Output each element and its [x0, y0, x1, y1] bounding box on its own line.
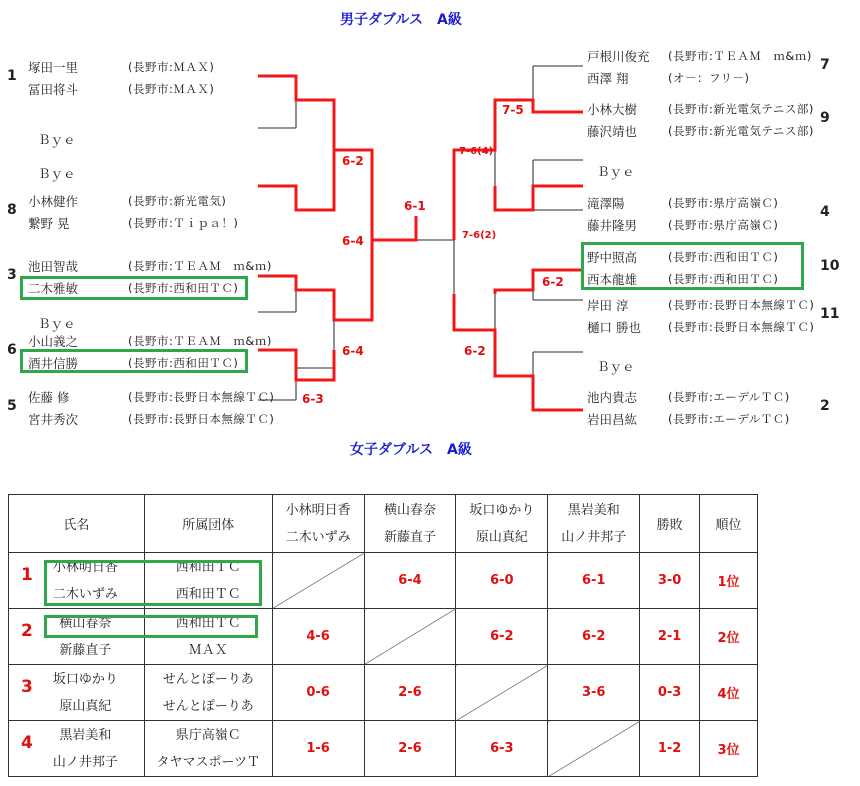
player-name: 酒井信勝 [28, 356, 79, 371]
score-label: 7-6(4) [459, 146, 494, 157]
club-name: せんとぽーりあ [162, 671, 254, 687]
match-result: 2-6 [364, 665, 456, 721]
seed-number: 4 [820, 204, 830, 220]
score-label: 6-2 [342, 154, 364, 168]
score-label: 6-2 [464, 344, 486, 358]
team-names [9, 665, 145, 721]
player-name: 滝澤陽 [587, 196, 625, 211]
player-club: (長野市:西和田ＴＣ) [668, 250, 779, 264]
win-loss: 1-2 [640, 721, 700, 777]
team-names [9, 721, 145, 777]
table-header-row [9, 495, 758, 553]
player-name: 繋野 晃 [28, 216, 70, 231]
player-name: 池田智哉 [28, 259, 79, 274]
score-label: 6-2 [542, 275, 564, 289]
score-label: 7-6(2) [462, 230, 497, 241]
match-result: 6-2 [456, 609, 548, 665]
match-result: 1-6 [272, 721, 364, 777]
player-club: (長野市:西和田ＴＣ) [128, 281, 239, 295]
seed-number: 1 [7, 68, 17, 84]
player-name: 黒岩美和 [59, 727, 112, 743]
player-name: 坂口ゆかり [52, 671, 118, 687]
rank: 3位 [700, 721, 758, 777]
player-club: (長野市:西和田ＴＣ) [128, 356, 239, 370]
diagonal-cell [364, 609, 456, 665]
player-name: 原山真紀 [59, 698, 112, 714]
team-number: 3 [21, 677, 33, 697]
score-label: 6-4 [342, 344, 364, 358]
player-name: 塚田一里 [28, 60, 79, 75]
match-result: 3-6 [548, 665, 640, 721]
club-name: 西和田ＴＣ [175, 559, 241, 575]
seed-number: 11 [820, 306, 840, 322]
team-clubs [144, 721, 272, 777]
player-name: 宮井秀次 [28, 412, 79, 427]
seed-number: 9 [820, 110, 830, 126]
team-clubs [144, 665, 272, 721]
match-result: 6-2 [548, 609, 640, 665]
player-club: (長野市:エーデルＴＣ) [668, 412, 790, 426]
player-club: (長野市:県庁高嶺Ｃ) [668, 218, 779, 232]
player-name: 藤沢靖也 [587, 124, 638, 139]
player-name: 岩田昌紘 [587, 412, 638, 427]
player-name: 小林明日香 [52, 559, 118, 575]
header-name: 氏名 [9, 495, 145, 553]
player-name: 横山春奈 [59, 615, 112, 631]
seed-number: 3 [7, 267, 17, 283]
player-club: (長野市:長野日本無線ＴＣ) [668, 320, 815, 334]
header-rank: 順位 [700, 495, 758, 553]
team-number: 4 [21, 733, 33, 753]
win-loss: 2-1 [640, 609, 700, 665]
player-name: 池内貴志 [587, 390, 638, 405]
player-club: (長野市:ＴＥＡＭ ｍ&ｍ) [128, 334, 272, 348]
header-opponent: 小林明日香 二木いずみ [272, 495, 364, 553]
player-name: 二木雅敏 [28, 281, 79, 296]
win-loss: 0-3 [640, 665, 700, 721]
rank: 2位 [700, 609, 758, 665]
seed-number: 2 [820, 398, 830, 414]
player-club: (長野市:新光電気) [128, 194, 227, 208]
player-name: 西本龍雄 [587, 272, 638, 287]
player-club: (長野市:ＴＥＡＭ ｍ&ｍ) [668, 49, 812, 63]
player-club: (長野市:長野日本無線ＴＣ) [128, 412, 275, 426]
player-name: 樋口 勝也 [587, 320, 641, 335]
highlight-box [44, 615, 258, 638]
player-name: 野中照高 [587, 250, 638, 265]
seed-number: 7 [820, 57, 830, 73]
score-label: 7-5 [502, 103, 524, 117]
header-record: 勝敗 [640, 495, 700, 553]
player-name: Ｂｙｅ [38, 132, 76, 147]
match-result: 6-4 [364, 553, 456, 609]
score-label: 6-4 [342, 234, 364, 248]
player-club: (長野市:西和田ＴＣ) [668, 272, 779, 286]
diagonal-cell [272, 553, 364, 609]
team-number: 2 [21, 621, 33, 641]
player-club: (長野市:ＴＥＡＭ ｍ&ｍ) [128, 259, 272, 273]
club-name: ＭＡＸ [188, 642, 228, 658]
seed-number: 6 [7, 342, 17, 358]
player-name: 二木いずみ [52, 586, 118, 602]
header-opponent: 横山春奈 新藤直子 [364, 495, 456, 553]
player-name: Ｂｙｅ [597, 164, 635, 179]
player-name: 佐藤 修 [28, 390, 70, 405]
win-loss: 3-0 [640, 553, 700, 609]
match-result: 6-3 [456, 721, 548, 777]
men-title: 男子ダブルス A級 [340, 12, 462, 28]
club-name: 西和田ＴＣ [175, 615, 241, 631]
rank: 1位 [700, 553, 758, 609]
score-label: 6-3 [302, 392, 324, 406]
club-name: 県庁高嶺Ｃ [175, 727, 241, 743]
player-club: (オ－：フリ－) [668, 71, 750, 85]
seed-number: 5 [7, 398, 17, 414]
women-title: 女子ダブルス A級 [350, 442, 472, 458]
player-name: 藤井隆男 [587, 218, 638, 233]
player-club: (長野市:ＭＡＸ) [128, 82, 215, 96]
player-club: (長野市:長野日本無線ＴＣ) [128, 390, 275, 404]
player-club: (長野市:新光電気テニス部) [668, 124, 814, 138]
score-label: 6-1 [404, 199, 426, 213]
player-club: (長野市:新光電気テニス部) [668, 102, 814, 116]
club-name: せんとぽーりあ [162, 698, 254, 714]
diagonal-cell [548, 721, 640, 777]
player-name: 山ノ井邦子 [52, 754, 118, 770]
player-name: Ｂｙｅ [38, 316, 76, 331]
header-opponent: 黒岩美和 山ノ井邦子 [548, 495, 640, 553]
club-name: 西和田ＴＣ [175, 586, 241, 602]
player-club: (長野市:エーデルＴＣ) [668, 390, 790, 404]
match-result: 0-6 [272, 665, 364, 721]
match-result: 6-0 [456, 553, 548, 609]
match-result: 2-6 [364, 721, 456, 777]
club-name: タヤマスポーツＴ [156, 754, 260, 770]
player-name: 小林健作 [28, 194, 79, 209]
player-name: 冨田将斗 [28, 82, 79, 97]
header-opponent: 坂口ゆかり 原山真紀 [456, 495, 548, 553]
rank: 4位 [700, 665, 758, 721]
seed-number: 10 [820, 258, 840, 274]
player-name: 小山義之 [28, 334, 79, 349]
player-club: (長野市:ＭＡＸ) [128, 60, 215, 74]
player-club: (長野市:Ｔｉｐａ！) [128, 216, 239, 230]
seed-number: 8 [7, 202, 17, 218]
player-name: 新藤直子 [59, 642, 112, 658]
player-name: 戸根川俊充 [587, 49, 650, 64]
match-result: 4-6 [272, 609, 364, 665]
diagonal-cell [456, 665, 548, 721]
player-name: 西澤 翔 [587, 71, 629, 86]
table-row [9, 665, 758, 721]
table-row [9, 721, 758, 777]
header-club: 所属団体 [144, 495, 272, 553]
match-result: 6-1 [548, 553, 640, 609]
team-number: 1 [21, 565, 33, 585]
player-club: (長野市:県庁高嶺Ｃ) [668, 196, 779, 210]
player-name: 小林大樹 [587, 102, 638, 117]
player-name: 岸田 淳 [587, 298, 629, 313]
player-name: Ｂｙｅ [38, 166, 76, 181]
player-club: (長野市:長野日本無線ＴＣ) [668, 298, 815, 312]
player-name: Ｂｙｅ [597, 359, 635, 374]
highlight-box [44, 560, 262, 606]
